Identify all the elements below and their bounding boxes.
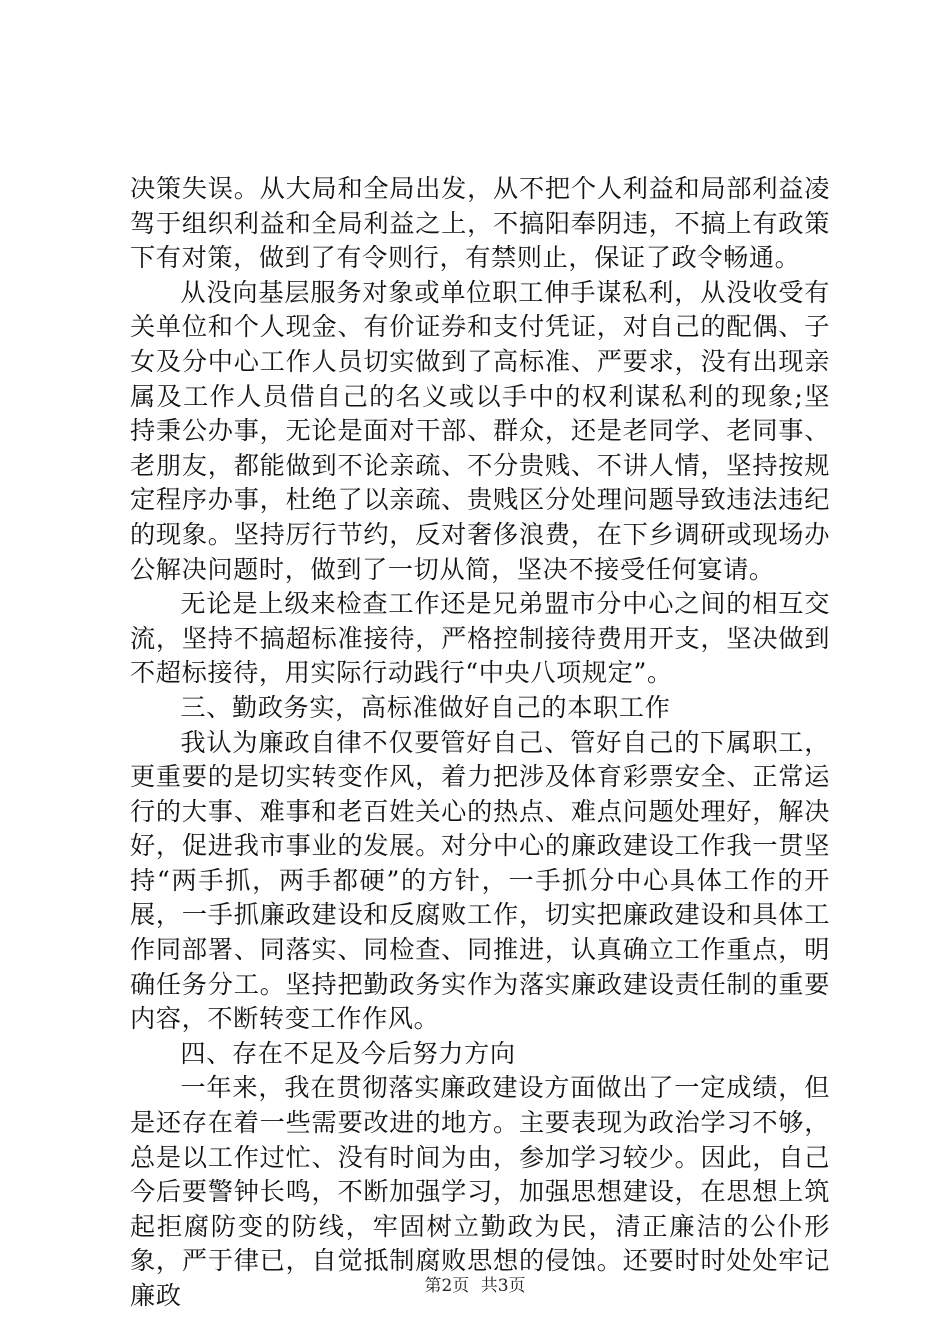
paragraph-diligence: 我认为廉政自律不仅要管好自己、管好自己的下属职工，更重要的是切实转变作风，着力把涉及体育彩票安全、正常运行的大事、难事和老百姓关心的热点、难点问题处理好，解决好，促进我市事业的发展。对分中心的廉政建设工作我一贯坚持“两手抓，两手都硬”的方针，一手抓分中心具体工作的开展，一手抓廉政建设和反腐败工作，切实把廉政建设和具体工作同部署、同落实、同检查、同推进，认真确立工作重点，明确任务分工。坚持把勤政务实作为落实廉政建设责任制的重要内容，不断转变工作作风。 — [130, 727, 830, 1034]
paragraph-shortcomings: 一年来，我在贯彻落实廉政建设方面做出了一定成绩，但是还存在着一些需要改进的地方。主要表现为政治学习不够，总是以工作过忙、没有时间为由，参加学习较少。因此，自己今后要警钟长鸣，不断加强学习，加强思想建设，在思想上筑起拒腐防变的防线，牢固树立勤政为民，清正廉洁的公仆形象，严于律已，自觉抵制腐败思想的侵蚀。还要时时处处牢记廉政 — [130, 1073, 830, 1310]
paragraph-integrity: 从没向基层服务对象或单位职工伸手谋私利，从没收受有关单位和个人现金、有价证券和支付凭证，对自己的配偶、子女及分中心工作人员切实做到了高标准、严要求，没有出现亲属及工作人员借自己的名义或以手中的权利谋私利的现象;坚持秉公办事，无论是面对干部、群众，还是老同学、老同事、老朋友，都能做到不论亲疏、不分贵贱、不讲人情，坚持按规定程序办事，杜绝了以亲疏、贵贱区分处理问题导致违法违纪的现象。坚持厉行节约，反对奢侈浪费，在下乡调研或现场办公解决问题时，做到了一切从简，坚决不接受任何宴请。 — [130, 277, 830, 584]
page-total: 共3页 — [480, 1276, 526, 1296]
page-number: 第2页 — [424, 1276, 470, 1296]
section-heading-3: 三、勤政务实，高标准做好自己的本职工作 — [180, 692, 671, 722]
paragraph-reception: 无论是上级来检查工作还是兄弟盟市分中心之间的相互交流，坚持不搞超标准接待，严格控制接待费用开支，坚决做到不超标接待，用实际行动践行“中央八项规定”。 — [130, 589, 830, 688]
page-footer — [0, 1275, 950, 1297]
paragraph-continuation: 决策失误。从大局和全局出发，从不把个人利益和局部利益凌驾于组织利益和全局利益之上，不搞阳奉阴违，不搞上有政策下有对策，做到了有令则行，有禁则止，保证了政令畅通。 — [130, 174, 830, 273]
section-heading-4: 四、存在不足及今后努力方向 — [180, 1038, 516, 1068]
document-body — [130, 172, 830, 1314]
